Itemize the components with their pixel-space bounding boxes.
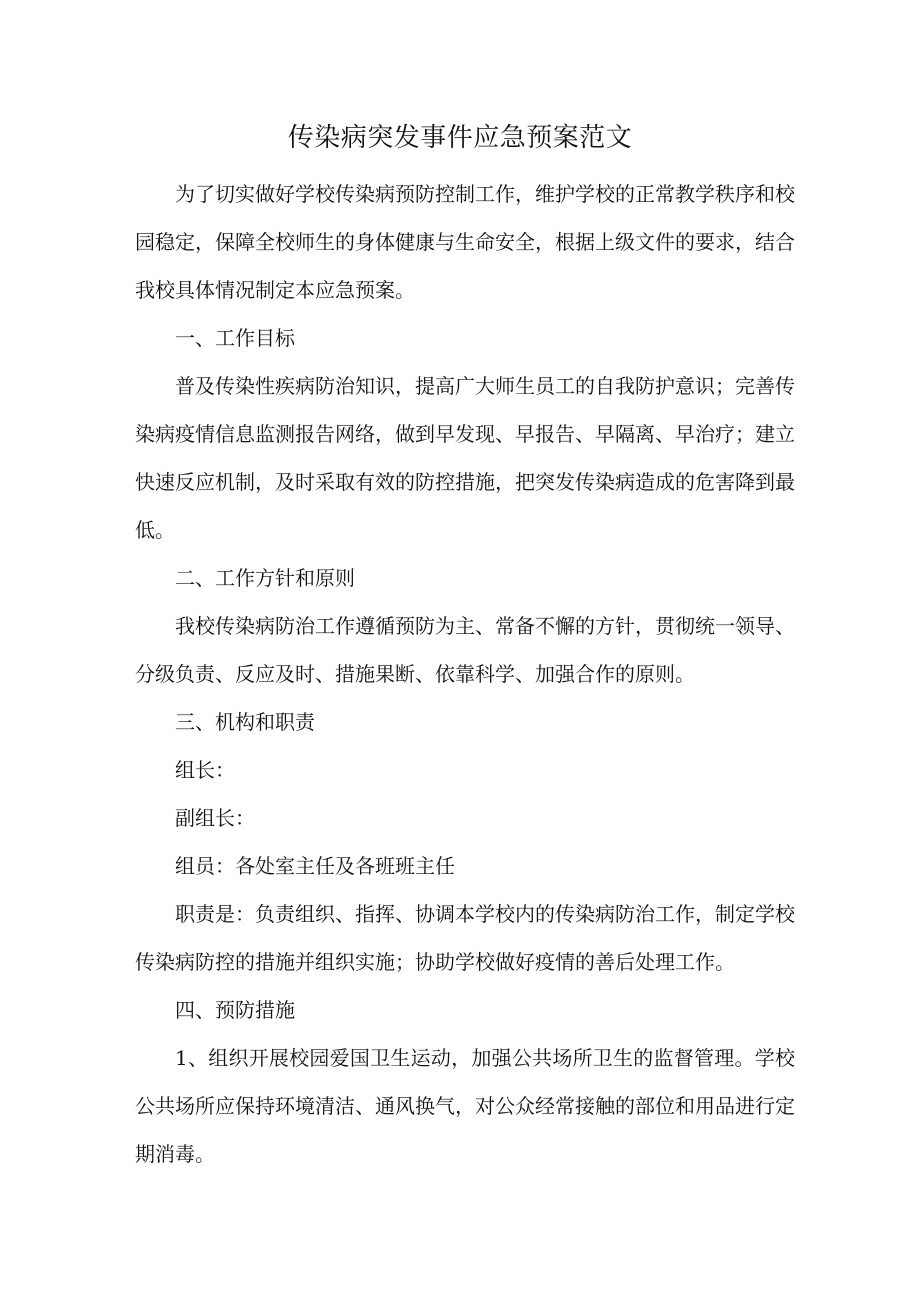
paragraph-prevention-1: 1、组织开展校园爱国卫生运动，加强公共场所卫生的监督管理。学校公共场所应保持环境清洁、通风换气，对公众经常接触的部位和用品进行定期消毒。 bbox=[135, 1046, 795, 1166]
section-heading-prevention: 四、预防措施 bbox=[175, 998, 295, 1022]
paragraph-responsibilities: 职责是：负责组织、指挥、协调本学校内的传染病防治工作，制定学校传染病防控的措施并组织实施；协助学校做好疫情的善后处理工作。 bbox=[135, 902, 795, 974]
paragraph-deputy-leader: 副组长： bbox=[175, 806, 255, 830]
paragraph-members: 组员：各处室主任及各班班主任 bbox=[175, 854, 455, 878]
paragraph-intro: 为了切实做好学校传染病预防控制工作，维护学校的正常教学秩序和校园稳定，保障全校师生的身体健康与生命安全，根据上级文件的要求，结合我校具体情况制定本应急预案。 bbox=[135, 182, 795, 302]
section-heading-organization: 三、机构和职责 bbox=[175, 710, 315, 734]
document-body bbox=[135, 170, 795, 1178]
section-heading-principles: 二、工作方针和原则 bbox=[175, 566, 355, 590]
section-heading-goals: 一、工作目标 bbox=[175, 326, 295, 350]
paragraph-principles: 我校传染病防治工作遵循预防为主、常备不懈的方针，贯彻统一领导、分级负责、反应及时、措施果断、依靠科学、加强合作的原则。 bbox=[135, 614, 795, 686]
paragraph-leader: 组长： bbox=[175, 758, 235, 782]
document-title: 传染病突发事件应急预案范文 bbox=[287, 123, 633, 153]
paragraph-goals: 普及传染性疾病防治知识，提高广大师生员工的自我防护意识；完善传染病疫情信息监测报告网络，做到早发现、早报告、早隔离、早治疗；建立快速反应机制，及时采取有效的防控措施，把突发传染病造成的危害降到最低。 bbox=[135, 374, 795, 542]
